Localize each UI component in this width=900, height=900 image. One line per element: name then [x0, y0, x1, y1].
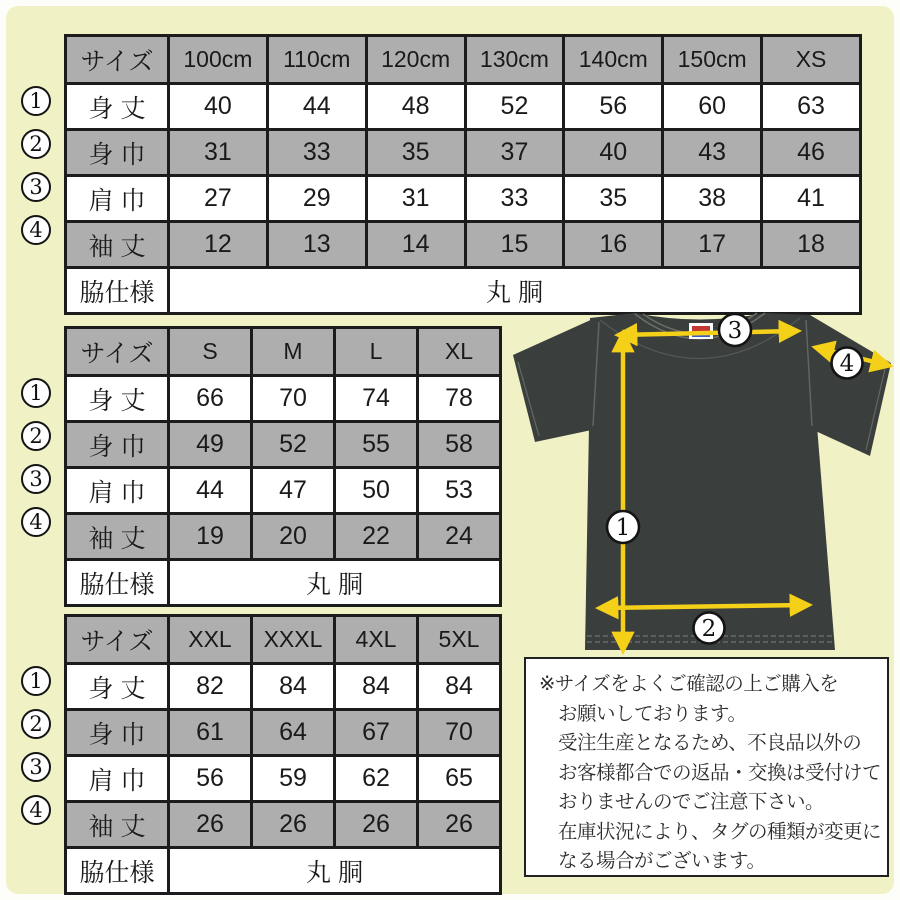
row-marker-circle: 4 — [21, 795, 51, 825]
row-marker-slot — [16, 371, 56, 414]
size-header-cell: L — [335, 328, 418, 376]
measure-value-cell: 40 — [169, 84, 268, 130]
size-table-100cm-xs — [64, 34, 862, 315]
row-marker-slot — [16, 79, 56, 122]
row-marker-circle: 3 — [21, 752, 51, 782]
row-marker-circle: 3 — [21, 172, 51, 202]
row-marker-gutter — [16, 659, 56, 831]
row-marker-slot — [16, 165, 56, 208]
size-header-cell: M — [252, 328, 335, 376]
side-spec-label-cell: 脇仕様 — [66, 560, 169, 606]
size-header-cell: 110cm — [267, 36, 366, 84]
svg-text:1: 1 — [615, 515, 631, 541]
row-marker-circle: 2 — [21, 129, 51, 159]
measure-value-cell: 84 — [418, 664, 501, 710]
measure-value-cell: 14 — [366, 222, 465, 268]
size-header-cell: 150cm — [663, 36, 762, 84]
measure-label-cell: 肩 巾 — [66, 468, 169, 514]
size-header-cell: XXXL — [252, 616, 335, 664]
measure-value-cell: 48 — [366, 84, 465, 130]
measure-value-cell: 47 — [252, 468, 335, 514]
measure-value-cell: 41 — [762, 176, 861, 222]
measure-value-cell: 31 — [366, 176, 465, 222]
measure-label-cell: 袖 丈 — [66, 802, 169, 848]
measure-value-cell: 66 — [169, 376, 252, 422]
size-table-big-block — [29, 614, 502, 895]
measure-value-cell: 26 — [169, 802, 252, 848]
svg-text:4: 4 — [839, 351, 855, 377]
measure-value-cell: 70 — [252, 376, 335, 422]
side-spec-label-cell: 脇仕様 — [66, 848, 169, 894]
measure-value-cell: 17 — [663, 222, 762, 268]
size-table-adult-block — [29, 326, 502, 607]
measure-label-cell: 肩 巾 — [66, 176, 169, 222]
size-label-header-cell: サイズ — [66, 36, 169, 84]
row-marker-slot — [16, 457, 56, 500]
measure-value-cell: 44 — [267, 84, 366, 130]
tshirt-illustration — [505, 306, 900, 658]
measure-value-cell: 20 — [252, 514, 335, 560]
measure-label-cell: 身 巾 — [66, 130, 169, 176]
measure-label-cell: 身 丈 — [66, 376, 169, 422]
note-line: 在庫状況により、タグの種類が変更に — [558, 820, 882, 843]
measure-value-cell: 78 — [418, 376, 501, 422]
size-label-header-cell: サイズ — [66, 616, 169, 664]
table-footer-row — [66, 848, 501, 894]
table-row — [66, 756, 501, 802]
measure-value-cell: 15 — [465, 222, 564, 268]
table-header-row — [66, 616, 501, 664]
measure-value-cell: 38 — [663, 176, 762, 222]
marker-1-circle — [607, 511, 639, 543]
row-marker-gutter — [16, 371, 56, 543]
measure-value-cell: 49 — [169, 422, 252, 468]
size-header-cell: XXL — [169, 616, 252, 664]
measure-value-cell: 58 — [418, 422, 501, 468]
row-marker-circle: 1 — [21, 86, 51, 116]
measure-value-cell: 65 — [418, 756, 501, 802]
measure-value-cell: 56 — [564, 84, 663, 130]
size-label-header-cell: サイズ — [66, 328, 169, 376]
measure-label-cell: 袖 丈 — [66, 222, 169, 268]
measure-label-cell: 肩 巾 — [66, 756, 169, 802]
size-header-cell: S — [169, 328, 252, 376]
row-marker-slot — [16, 659, 56, 702]
table-header-row — [66, 36, 861, 84]
table-row — [66, 514, 501, 560]
table-row — [66, 130, 861, 176]
measure-value-cell: 16 — [564, 222, 663, 268]
measure-value-cell: 44 — [169, 468, 252, 514]
measure-value-cell: 64 — [252, 710, 335, 756]
side-spec-value-cell: 丸 胴 — [169, 268, 861, 314]
measure-value-cell: 61 — [169, 710, 252, 756]
side-spec-label-cell: 脇仕様 — [66, 268, 169, 314]
row-marker-circle: 4 — [21, 507, 51, 537]
measure-value-cell: 19 — [169, 514, 252, 560]
note-line: お願いしております。 — [558, 702, 747, 725]
measure-value-cell: 33 — [267, 130, 366, 176]
row-marker-circle: 4 — [21, 215, 51, 245]
measure-value-cell: 12 — [169, 222, 268, 268]
note-line: なる場合がございます。 — [558, 850, 766, 872]
size-header-cell: 130cm — [465, 36, 564, 84]
measure-value-cell: 52 — [252, 422, 335, 468]
table-row — [66, 222, 861, 268]
measure-label-cell: 身 巾 — [66, 710, 169, 756]
measure-value-cell: 55 — [335, 422, 418, 468]
body-width-arrow — [602, 605, 806, 608]
measure-value-cell: 60 — [663, 84, 762, 130]
measure-value-cell: 63 — [762, 84, 861, 130]
size-header-cell: 140cm — [564, 36, 663, 84]
measure-value-cell: 62 — [335, 756, 418, 802]
table-header-row — [66, 328, 501, 376]
measure-value-cell: 84 — [252, 664, 335, 710]
table-row — [66, 468, 501, 514]
size-header-cell: XL — [418, 328, 501, 376]
note-line: 受注生産となるため、不良品以外の — [558, 732, 862, 754]
measure-label-cell: 身 丈 — [66, 664, 169, 710]
side-spec-value-cell: 丸 胴 — [169, 560, 501, 606]
measure-value-cell: 13 — [267, 222, 366, 268]
measure-value-cell: 26 — [418, 802, 501, 848]
size-header-cell: 4XL — [335, 616, 418, 664]
size-header-cell: 5XL — [418, 616, 501, 664]
purchase-note-box — [524, 657, 889, 877]
measure-value-cell: 67 — [335, 710, 418, 756]
row-marker-slot — [16, 122, 56, 165]
side-spec-value-cell: 丸 胴 — [169, 848, 501, 894]
row-marker-circle: 3 — [21, 464, 51, 494]
measure-value-cell: 43 — [663, 130, 762, 176]
measure-value-cell: 37 — [465, 130, 564, 176]
size-header-cell: XS — [762, 36, 861, 84]
row-marker-slot — [16, 414, 56, 457]
measure-value-cell: 52 — [465, 84, 564, 130]
row-marker-slot — [16, 788, 56, 831]
measure-value-cell: 84 — [335, 664, 418, 710]
note-line: おりませんのでご注意下さい。 — [558, 791, 825, 813]
table-footer-row — [66, 560, 501, 606]
row-marker-circle: 1 — [21, 666, 51, 696]
marker-2-circle — [694, 613, 725, 644]
measure-label-cell: 身 巾 — [66, 422, 169, 468]
measure-value-cell: 29 — [267, 176, 366, 222]
marker-4-circle — [832, 348, 863, 379]
measure-value-cell: 35 — [366, 130, 465, 176]
row-marker-gutter — [16, 79, 56, 251]
row-marker-circle: 1 — [21, 378, 51, 408]
left-sleeve — [513, 318, 601, 442]
measure-value-cell: 26 — [335, 802, 418, 848]
measure-value-cell: 24 — [418, 514, 501, 560]
tshirt-measurement-diagram — [505, 306, 900, 658]
row-marker-circle: 2 — [21, 421, 51, 451]
measure-value-cell: 56 — [169, 756, 252, 802]
measure-label-cell: 身 丈 — [66, 84, 169, 130]
table-row — [66, 710, 501, 756]
measure-value-cell: 59 — [252, 756, 335, 802]
measure-value-cell: 22 — [335, 514, 418, 560]
row-marker-circle: 2 — [21, 709, 51, 739]
row-marker-slot — [16, 702, 56, 745]
measure-value-cell: 70 — [418, 710, 501, 756]
note-line: ※サイズをよくご確認の上ご購入を — [539, 673, 839, 695]
table-row — [66, 664, 501, 710]
size-table-xxl-5xl — [64, 614, 502, 895]
measure-value-cell: 35 — [564, 176, 663, 222]
size-header-cell: 120cm — [366, 36, 465, 84]
right-sleeve — [809, 315, 891, 456]
size-table-kids-block — [29, 34, 862, 315]
table-row — [66, 422, 501, 468]
measure-value-cell: 46 — [762, 130, 861, 176]
table-row — [66, 802, 501, 848]
note-line: お客様都合での返品・交換は受付けて — [558, 761, 882, 784]
table-row — [66, 376, 501, 422]
measure-value-cell: 53 — [418, 468, 501, 514]
size-header-cell: 100cm — [169, 36, 268, 84]
measure-value-cell: 50 — [335, 468, 418, 514]
measure-value-cell: 27 — [169, 176, 268, 222]
row-marker-slot — [16, 745, 56, 788]
measure-label-cell: 袖 丈 — [66, 514, 169, 560]
table-row — [66, 176, 861, 222]
measure-value-cell: 82 — [169, 664, 252, 710]
svg-text:3: 3 — [727, 318, 743, 344]
measure-value-cell: 40 — [564, 130, 663, 176]
measure-value-cell: 74 — [335, 376, 418, 422]
measure-value-cell: 26 — [252, 802, 335, 848]
svg-text:2: 2 — [701, 616, 717, 642]
size-table-s-xl — [64, 326, 502, 607]
measure-value-cell: 33 — [465, 176, 564, 222]
row-marker-slot — [16, 500, 56, 543]
marker-3-circle — [719, 314, 751, 346]
measure-value-cell: 18 — [762, 222, 861, 268]
measure-value-cell: 31 — [169, 130, 268, 176]
row-marker-slot — [16, 208, 56, 251]
table-row — [66, 84, 861, 130]
